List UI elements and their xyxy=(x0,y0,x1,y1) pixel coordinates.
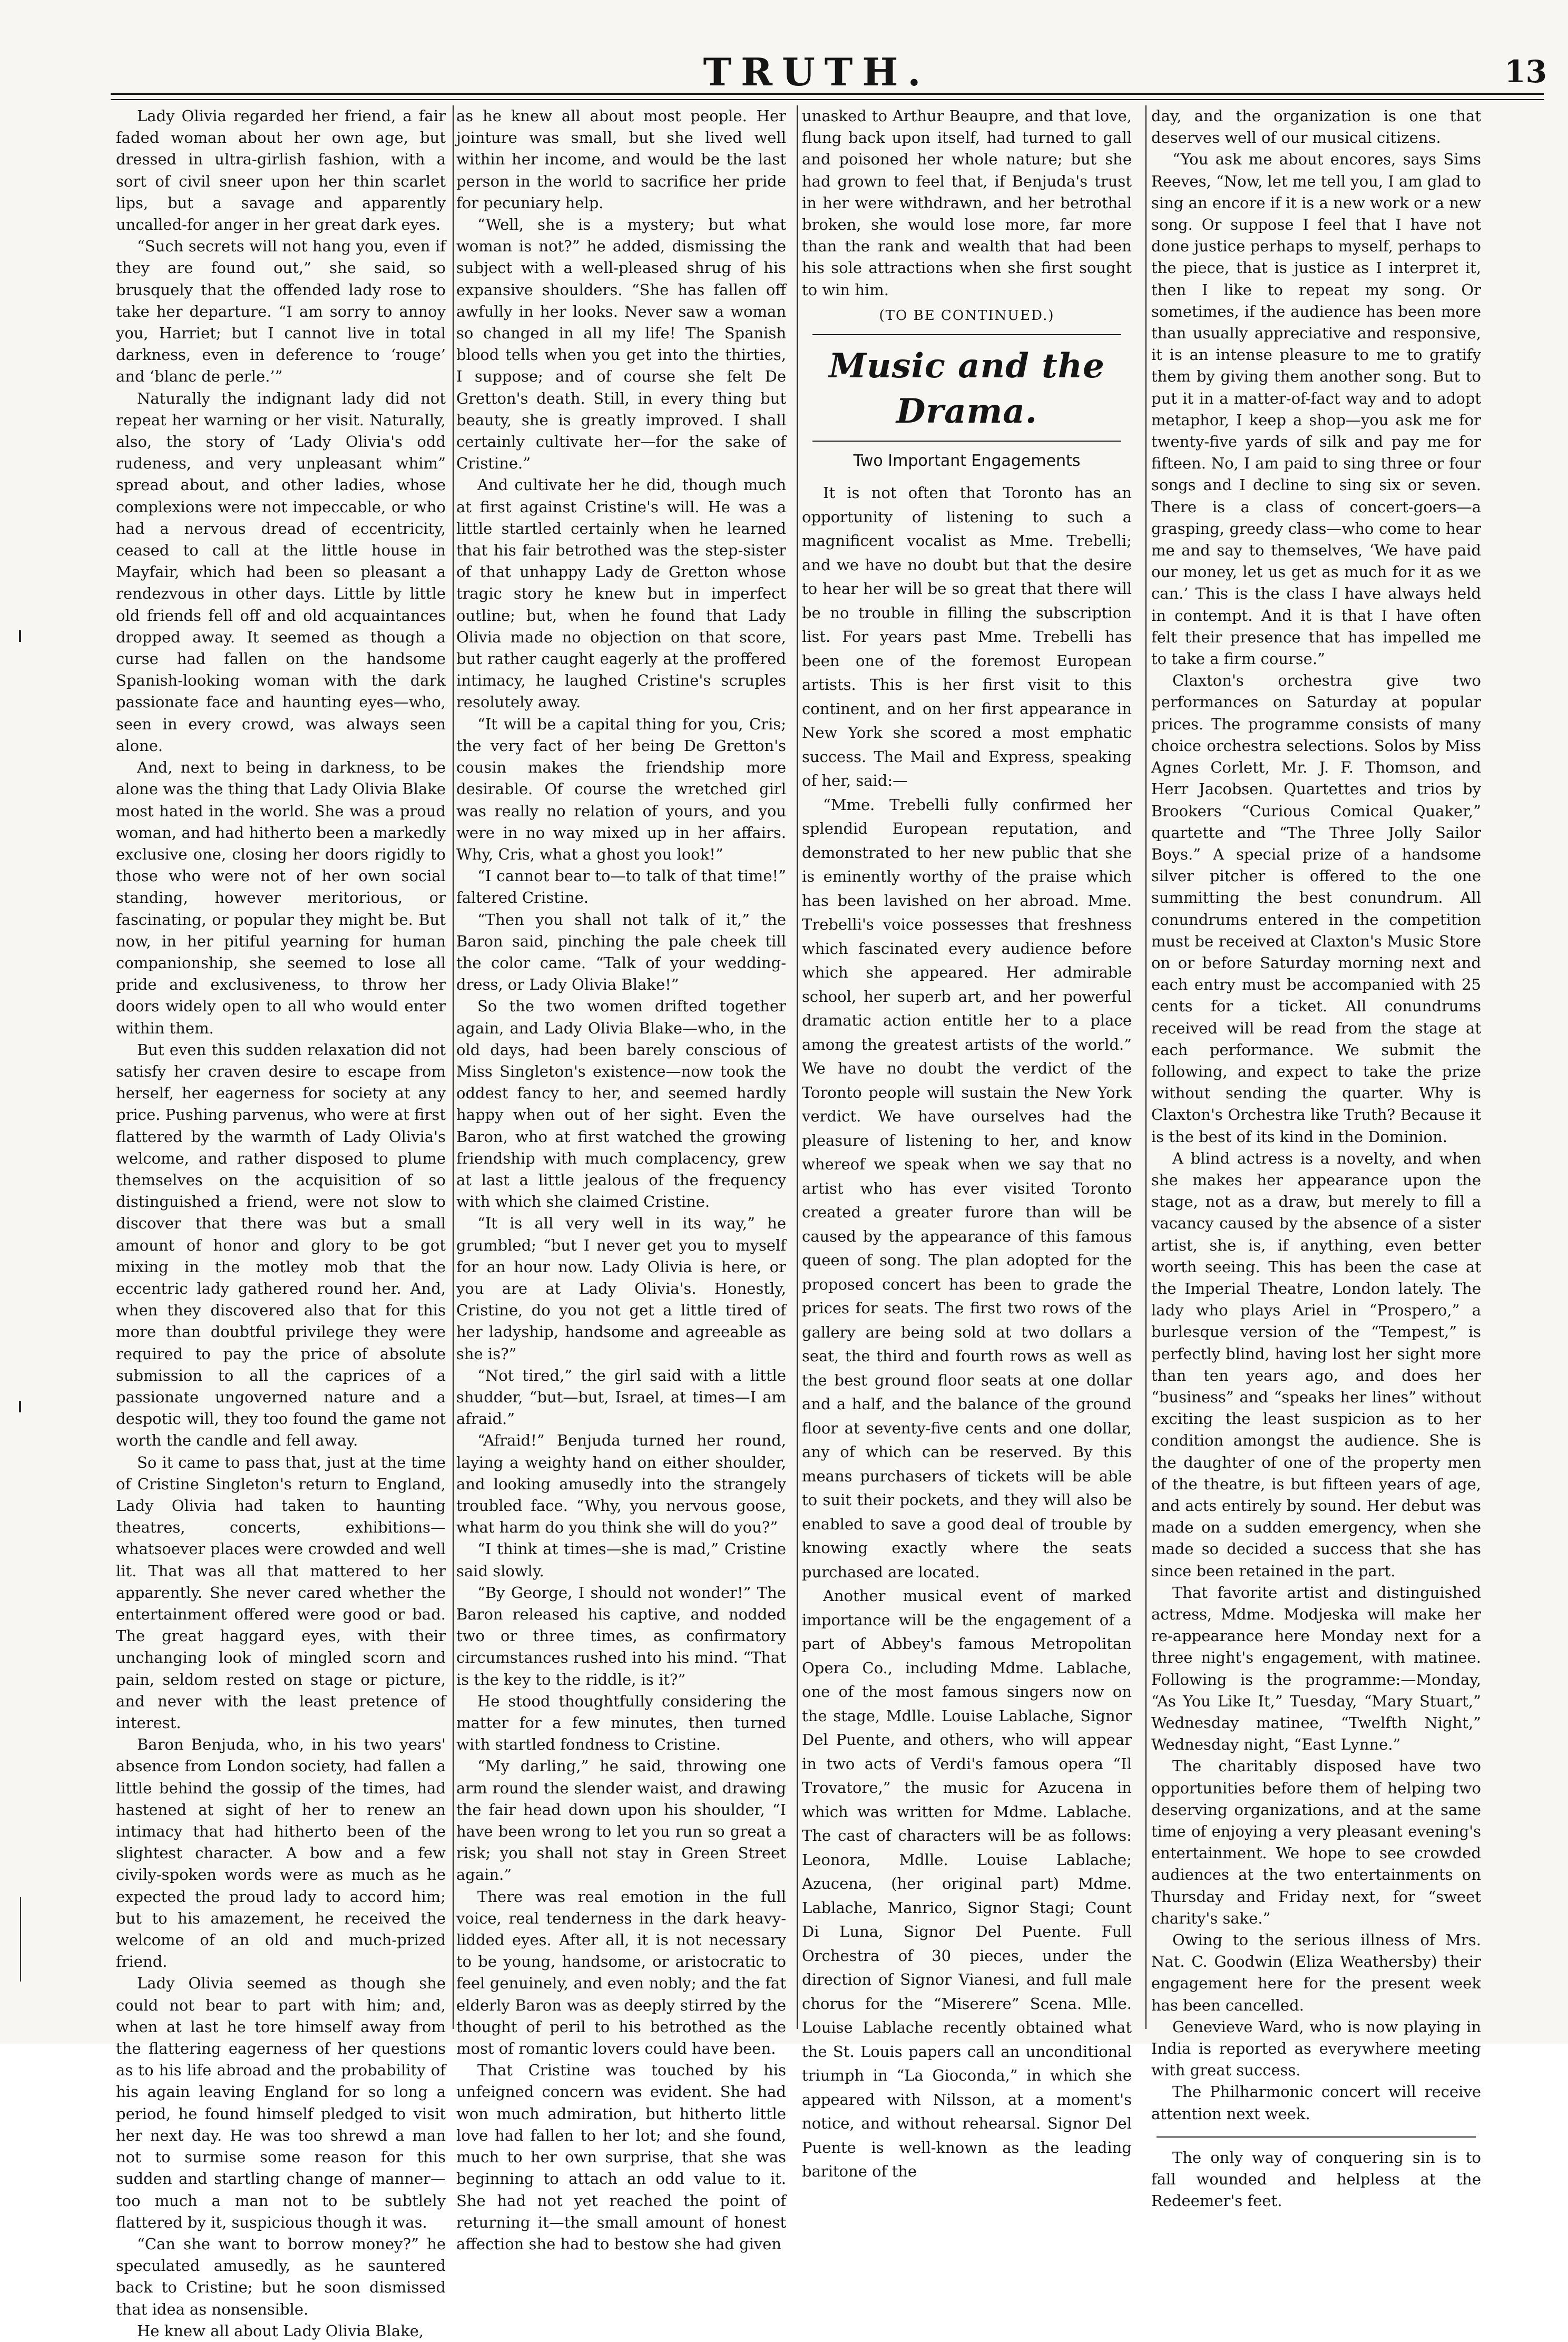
column-4 xyxy=(1151,105,1481,2210)
paragraph: Lady Olivia regarded her friend, a fair faded woman about her own age, but dressed in ultra-girlish fashion, with a sort of civil sneer upon her thin scarlet lips, but a savage and apparently uncalled-for anger in her great dark eyes. xyxy=(116,107,446,234)
paragraph: So it came to pass that, just at the time of Cristine Singleton's return to England, Lady Olivia had taken to haunting theatres, concerts, exhibitions—whatsoever places were crowded and well lit. That was all that mattered to her apparently. She never cared whether the entertainment offered were good or bad. The great haggard eyes, with their unchanging look of mingled scorn and pain, seldom rested on stage or picture, and never with the least pretence of interest. xyxy=(116,1453,446,1732)
paragraph: “My darling,” he said, throwing one arm round the slender waist, and drawing the fair head down upon his shoulder, “I have been wrong to let you run so great a risk; you shall not stay in Green Street again.” xyxy=(456,1757,786,1884)
paragraph: day, and the organization is one that deserves well of our musical citizens. xyxy=(1151,107,1481,147)
page-edge-mark xyxy=(20,1897,21,1982)
column-2 xyxy=(456,105,786,2253)
header-rule xyxy=(111,93,1544,95)
column-3 xyxy=(802,105,1132,2181)
section-separator xyxy=(1157,2136,1476,2138)
section-separator xyxy=(812,334,1121,335)
column-1 xyxy=(116,105,446,2340)
paragraph: He knew all about Lady Olivia Blake, xyxy=(137,2321,424,2340)
paragraph: “It will be a capital thing for you, Cris; the very fact of her being De Gretton's cousin makes the friendship more desirable. Of course the wretched girl was really no relation of yours, and you were in no way mixed up in her affairs. Why, Cris, what a ghost you look!” xyxy=(456,715,786,863)
paragraph: “Well, she is a mystery; but what woman is not?” he added, dismissing the subject with a well-pleased shrug of his expansive shoulders. “She has fallen off awfully in her looks. Never saw a woman so changed in all my life! The Spanish blood tells when you get into the thirties, I suppose; and of course she felt De Gretton's death. Still, in every thing but beauty, she is greatly improved. I shall certainly cultivate her—for the sake of Cristine.” xyxy=(456,216,786,473)
paragraph: “Then you shall not talk of it,” the Baron said, pinching the pale cheek till the color came. “Talk of your wedding-dress, or Lady Olivia Blake!” xyxy=(456,910,786,994)
paragraph: “Not tired,” the girl said with a little shudder, “but—but, Israel, at times—I am afraid.” xyxy=(456,1366,786,1428)
column-divider xyxy=(797,105,798,2029)
paragraph: That Cristine was touched by his unfeigned concern was evident. She had won much admiration, but hitherto little love had fallen to her lot; and she found, much to her own surprise, that she was beginning to attach an odd value to it. She had not yet reached the point of returning it—the small amount of honest affection she had to bestow she had given xyxy=(456,2061,786,2253)
paragraph: “Can she want to borrow money?” he speculated amusedly, as he sauntered back to Cristine; but he soon dismissed that idea as nonsensible. xyxy=(116,2234,446,2318)
paragraph: And cultivate her he did, though much at first against Cristine's will. He was a little startled certainly when he learned that his fair betrothed was the step-sister of that unhappy Lady de Gretton whose tragic story he knew but in imperfect outline; but, when he found that Lady Olivia made no objection on that score, but rather caught eagerly at the proffered intimacy, he laughed Cristine's scruples resolutely away. xyxy=(456,476,786,711)
paragraph: So the two women drifted together again, and Lady Olivia Blake—who, in the old days, had been barely conscious of Miss Singleton's existence—now took the oddest fancy to her, and seemed hardly happy when out of her sight. Even the Baron, who at first watched the growing friendship with much complacency, grew at last a little jealous of the frequency with which she claimed Cristine. xyxy=(456,997,786,1211)
paragraph: “I cannot bear to—to talk of that time!” faltered Cristine. xyxy=(456,867,786,907)
paragraph: “You ask me about encores, says Sims Reeves, “Now, let me tell you, I am glad to sing an encore if it is a new work or a new song. Or suppose I feel that I have not done justice perhaps to myself, perhaps to the piece, that is justice as I interpret it, then I like to repeat my song. Or sometimes, if the audience has been more than usually appreciative and responsive, it is an intense pleasure to me to gratify them by giving them another song. But to put it in a matter-of-fact way and to adopt metaphor, I keep a shop—you ask me for twenty-five yards of silk and pay me for fifteen. No, I am paid to sing three or four songs and I decline to sing six or seven. There is a class of concert-goers—a grasping, greedy class—who come to hear me and say to themselves, ‘We have paid our money, let us get as much for it as we can.’ This is the class I have always held in contempt. And it is that I have often felt their presence that has impelled me to take a firm course.” xyxy=(1151,150,1481,668)
paragraph: A blind actress is a novelty, and when she makes her appearance upon the stage, not as a draw, but merely to fill a vacancy caused by the absence of a sister artist, she is, if anything, even better worth seeing. This has been the case at the Imperial Theatre, London lately. The lady who plays Ariel in “Prospero,” a burlesque version of the “Tempest,” is perfectly blind, having lost her sight more than ten years ago, and does her “business” and “speaks her lines” without exciting the least suspicion as to her condition amongst the audience. She is the daughter of one of the property men of the theatre, is but fifteen years of age, and acts entirely by sound. Her debut was made on a sudden emergency, when she made so decided a success that she has since been retained in the part. xyxy=(1151,1149,1481,1580)
paragraph: “Mme. Trebelli fully confirmed her splendid European reputation, and demonstrated to her new public that she is eminently worthy of the praise which has been lavished on her abroad. Mme. Trebelli's voice possesses that freshness which fascinated every audience before which she appeared. Her admirable school, her superb art, and her powerful dramatic action entitle her to a place among the greatest artists of the world.” We have no doubt the verdict of the Toronto people will sustain the New York verdict. We have ourselves had the pleasure of listening to her, and know whereof we speak when we say that no artist who has ever visited Toronto created a greater furore than will be caused by the appearance of this famous queen of song. The plan adopted for the proposed concert has been to grade the prices for seats. The first two rows of the gallery are being sold at two dollars a seat, the third and fourth rows as well as the best ground floor seats at one dollar and a half, and the balance of the ground floor at seventy-five cents and one dollar, any of which can be reserved. By this means purchasers of tickets will be able to suit their pockets, and they will also be enabled to save a good deal of trouble by knowing exactly where the seats purchased are located. xyxy=(802,795,1132,1581)
paragraph: “I think at times—she is mad,” Cristine said slowly. xyxy=(456,1540,786,1580)
paragraph: “Afraid!” Benjuda turned her round, laying a weighty hand on either shoulder, and looking amusedly into the strangely troubled face. “Why, you nervous goose, what harm do you think she will do you?” xyxy=(456,1431,786,1537)
margin-mark xyxy=(19,1401,21,1412)
paragraph: Lady Olivia seemed as though she could not bear to part with him; and, when at last he tore himself away from the flattering eagerness of her questions as to his life abroad and the probability of his again leaving England for so long a period, he found himself pledged to visit her next day. He was too shrewd a man not to surmise some reason for this sudden and startling change of manner—too much a man not to be subtlely flattered by it, suspicious though it was. xyxy=(116,1974,446,2231)
paragraph: “Such secrets will not hang you, even if they are found out,” she said, so brusquely that the offended lady rose to take her departure. “I am sorry to annoy you, Harriet; but I cannot live in total darkness, even in deference to ‘rouge’ and ‘blanc de perle.’” xyxy=(116,237,446,386)
paragraph: That favorite artist and distinguished actress, Mdme. Modjeska will make her re-appearance here Monday next for a three night's engagement, with matinee. Following is the programme:—Monday, “As You Like It,” Tuesday, “Mary Stuart,” Wednesday matinee, “Twelfth Night,” Wednesday night, “East Lynne.” xyxy=(1151,1583,1481,1754)
paragraph: Genevieve Ward, who is now playing in India is reported as everywhere meeting with great success. xyxy=(1151,2017,1481,2080)
paragraph: Baron Benjuda, who, in his two years' absence from London society, had fallen a little behind the gossip of the times, had hastened at sight of her to renew an intimacy that had hitherto been of the slightest character. A bow and a few civily-spoken words were as much as he expected the proud lady to accord him; but to his amazement, he received the welcome of an old and much-prized friend. xyxy=(116,1735,446,1971)
paragraph: The charitably disposed have two opportunities before them of helping two deserving organizations, and at the same time of enjoying a very pleasant evening's entertainment. We hope to see crowded audiences at the two entertainments on Thursday and Friday next, for “sweet charity's sake.” xyxy=(1151,1757,1481,1927)
section-separator xyxy=(812,441,1121,442)
paragraph: Owing to the serious illness of Mrs. Nat. C. Goodwin (Eliza Weathersby) their engagement here for the present week has been cancelled. xyxy=(1151,1931,1481,2014)
paragraph: Naturally the indignant lady did not repeat her warning or her visit. Naturally, also, the story of ‘Lady Olivia's odd rudeness, and very unpleasant whim” spread about, and other ladies, whose complexions were not impeccable, or who had a nervous dread of eccentricity, ceased to call at the little house in Mayfair, which had been so pleasant a rendezvous in other days. Little by little old friends fell off and old acquaintances dropped away. It seemed as though a curse had fallen on the handsome Spanish-looking woman with the dark passionate face and haunting eyes—who, seen in every crowd, was always seen alone. xyxy=(116,389,446,755)
paragraph: It is not often that Toronto has an opportunity of listening to such a magnificent vocalist as Mme. Trebelli; and we have no doubt but that the desire to hear her will be so great that there will be no trouble in filling the subscription list. For years past Mme. Trebelli has been one of the foremost European artists. This is her first visit to this continent, and on her first appearance in New York she scored a most emphatic success. The Mail and Express, speaking of her, said:— xyxy=(802,484,1132,790)
paragraph: unasked to Arthur Beaupre, and that love, flung back upon itself, had turned to gall and poisoned her whole nature; but she had grown to feel that, if Benjuda's trust in her were withdrawn, and her betrothal broken, she would lose more, far more than the rank and wealth that had been his sole attractions when she first sought to win him. xyxy=(802,107,1132,299)
margin-mark xyxy=(19,630,21,642)
paragraph: And, next to being in darkness, to be alone was the thing that Lady Olivia Blake most hated in the world. She was a proud woman, and had hitherto been a markedly exclusive one, closing her doors rigidly to those who were not of her own social standing, however meritorious, or fascinating, or popular they might be. But now, in her pitiful yearning for human companionship, she seemed to lose all pride and exclusiveness, to throw her doors widely open to all who would enter within them. xyxy=(116,758,446,1037)
article-subhead: Two Important Engagements xyxy=(853,452,1081,471)
paragraph: He stood thoughtfully considering the matter for a few minutes, then turned with startled fondness to Cristine. xyxy=(456,1692,786,1754)
section-title: Music and the Drama. xyxy=(829,346,1105,432)
paragraph: as he knew all about most people. Her jointure was small, but she lived well within her income, and would be the last person in the world to sacrifice her pride for pecuniary help. xyxy=(456,107,786,212)
paragraph: Another musical event of marked importance will be the engagement of a part of Abbey's famous Metropolitan Opera Co., including Mdme. Lablache, one of the most famous singers now on the stage, Mdlle. Louise Lablache, Signor Del Puente, and others, who will appear in two acts of Verdi's famous opera “Il Trovatore,” the music for Azucena in which was written for Mdme. Lablache. The cast of characters will be as follows: Leonora, Mdlle. Louise Lablache; Azucena, (her original part) Mdme. Lablache, Manrico, Signor Stagi; Count Di Luna, Signor Del Puente. Full Orchestra of 30 pieces, under the direction of Signor Vianesi, and full male chorus for the “Miserere” Scena. Mlle. Louise Lablache recently obtained what the St. Louis papers call an unconditional triumph in “La Gioconda,” in which she appeared with Nilsson, at a moment's notice, and without rehearsal. Signor Del Puente is well-known as the leading baritone of the xyxy=(802,1587,1132,2181)
header-rule-thin xyxy=(111,99,1544,100)
page-number: 13 xyxy=(1504,54,1547,90)
column-divider xyxy=(1145,105,1146,2029)
paragraph: There was real emotion in the full voice, real tenderness in the dark heavy-lidded eyes. After all, it is not necessary to be young, handsome, or aristocratic to feel genuinely, and even nobly; and the fat elderly Baron was as deeply stirred by the thought of peril to his betrothed as the most of romantic lovers could have been. xyxy=(456,1887,786,2058)
column-divider xyxy=(453,105,454,2029)
paragraph: “It is all very well in its way,” he grumbled; “but I never get you to myself for an hour now. Lady Olivia is here, or you are at Lady Olivia's. Honestly, Cristine, do you not get a little tired of her ladyship, handsome and agreeable as she is?” xyxy=(456,1214,786,1363)
to-be-continued: (TO BE CONTINUED.) xyxy=(879,307,1055,324)
newspaper-title: TRUTH. xyxy=(703,50,930,94)
paragraph: The Philharmonic concert will receive attention next week. xyxy=(1151,2083,1481,2123)
paragraph: “By George, I should not wonder!” The Baron released his captive, and nodded two or three times, as confirmatory circumstances rushed into his mind. “That is the key to the riddle, is it?” xyxy=(456,1583,786,1689)
paragraph: But even this sudden relaxation did not satisfy her craven desire to escape from herself, her eagerness for society at any price. Pushing parvenus, who were at first flattered by the warmth of Lady Olivia's welcome, and rather disposed to plume themselves on the acquisition of so distinguished a friend, were not slow to discover that there was but a small amount of honor and glory to be got mixing in the motley mob that the eccentric lady gathered round her. And, when they discovered also that for this more than doubtful privilege they were required to pay the price of absolute submission to all the caprices of a passionate ungoverned nature and a despotic will, they too found the game not worth the candle and fell away. xyxy=(116,1040,446,1450)
paragraph: The only way of conquering sin is to fall wounded and helpless at the Redeemer's feet. xyxy=(1151,2148,1481,2210)
paragraph: Claxton's orchestra give two performances on Saturday at popular prices. The programme consists of many choice orchestra selections. Solos by Miss Agnes Corlett, Mr. J. F. Thomson, and Herr Jacobsen. Quartettes and trios by Brookers “Curious Comical Quaker,” quartette and “The Three Jolly Sailor Boys.” A special prize of a handsome silver pitcher is offered to the one summitting the best conundrum. All conundrums entered in the competition must be received at Claxton's Music Store on or before Saturday morning next and each entry must be accompanied with 25 cents for a ticket. All conundrums received will be read from the stage at each performance. We submit the following, and expect to take the prize without sending the quarter. Why is Claxton's Orchestra like Truth? Because it is the best of its kind in the Dominion. xyxy=(1151,671,1481,1146)
